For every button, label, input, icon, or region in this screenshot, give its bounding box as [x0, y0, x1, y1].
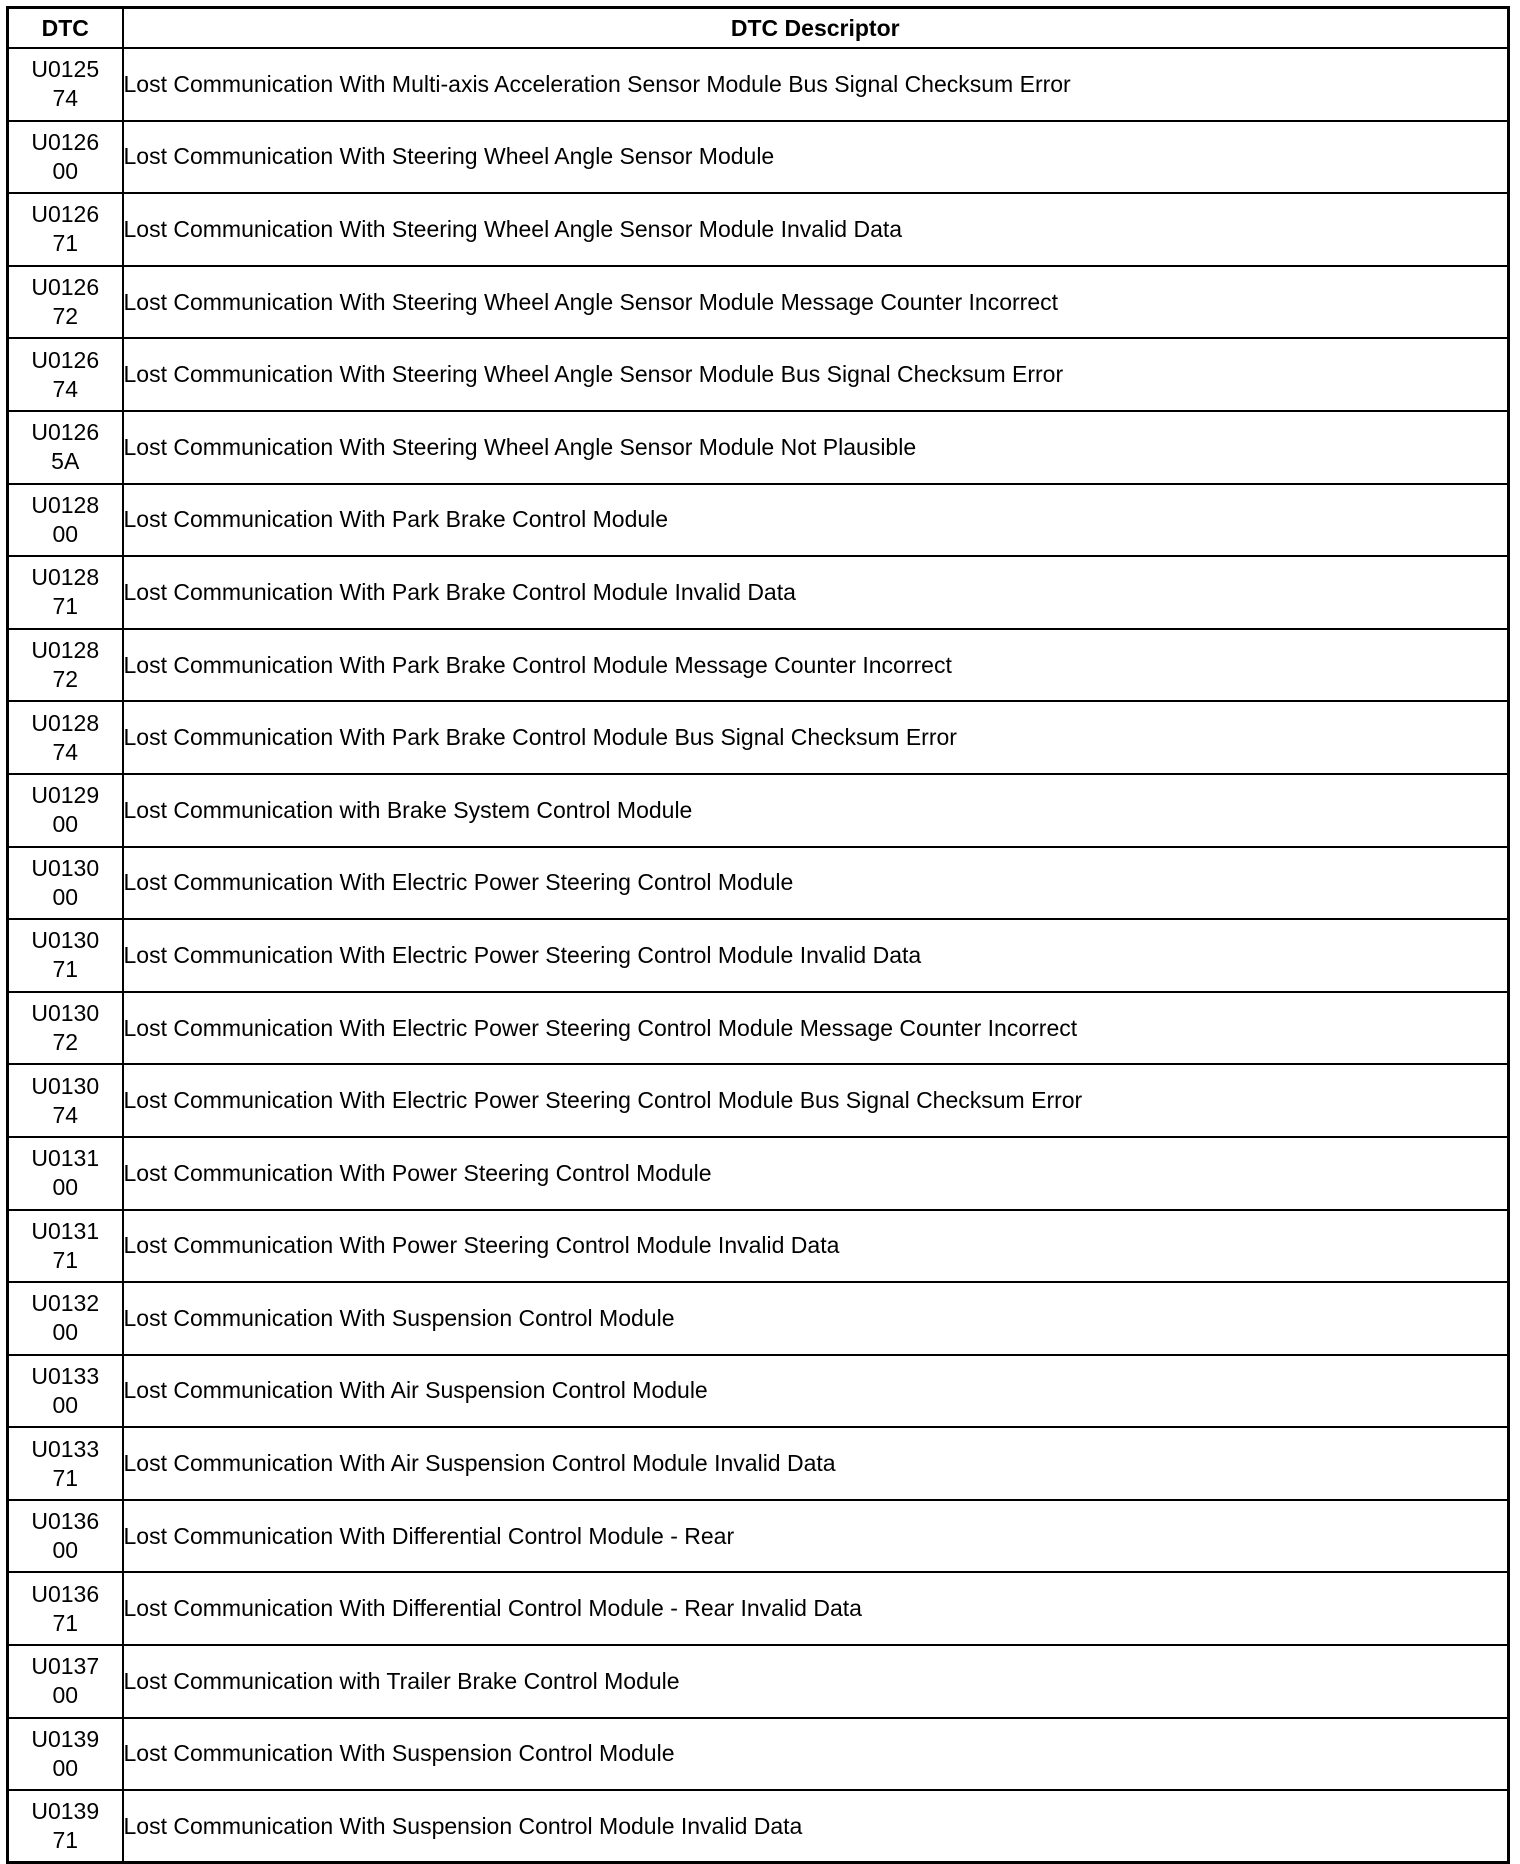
table-row: [8, 1137, 1509, 1210]
dtc-subcode: 00: [52, 520, 79, 547]
dtc-code-cell: [8, 411, 123, 484]
dtc-code-cell: [8, 193, 123, 266]
dtc-table: [6, 6, 1510, 1864]
dtc-subcode: 71: [52, 1246, 79, 1273]
dtc-descriptor: Lost Communication With Air Suspension Control Module: [123, 1355, 1509, 1428]
dtc-code-cell: [8, 1427, 123, 1500]
dtc-code: U0130: [31, 1000, 100, 1027]
table-row: [8, 1572, 1509, 1645]
table-row: [8, 556, 1509, 629]
table-row: [8, 266, 1509, 339]
dtc-subcode: 00: [52, 1682, 79, 1709]
table-row: [8, 1355, 1509, 1428]
dtc-subcode: 00: [52, 157, 79, 184]
dtc-code: U0133: [31, 1435, 100, 1462]
dtc-subcode: 71: [52, 956, 79, 983]
dtc-descriptor: Lost Communication With Power Steering Control Module: [123, 1137, 1509, 1210]
table-row: [8, 1500, 1509, 1573]
dtc-subcode: 71: [52, 593, 79, 620]
dtc-subcode: 00: [52, 1537, 79, 1564]
dtc-descriptor: Lost Communication With Multi-axis Acceleration Sensor Module Bus Signal Checksum Error: [123, 48, 1509, 121]
dtc-descriptor: Lost Communication With Electric Power Steering Control Module Message Counter Incorrect: [123, 992, 1509, 1065]
dtc-descriptor: Lost Communication With Differential Control Module - Rear Invalid Data: [123, 1572, 1509, 1645]
dtc-code: U0128: [31, 564, 100, 591]
dtc-descriptor: Lost Communication With Park Brake Control Module Message Counter Incorrect: [123, 629, 1509, 702]
dtc-code: U0126: [31, 346, 100, 373]
dtc-descriptor: Lost Communication With Park Brake Control Module Bus Signal Checksum Error: [123, 701, 1509, 774]
dtc-descriptor: Lost Communication With Suspension Control Module Invalid Data: [123, 1790, 1509, 1863]
dtc-descriptor: Lost Communication With Steering Wheel Angle Sensor Module Message Counter Incorrect: [123, 266, 1509, 339]
table-row: [8, 1790, 1509, 1863]
dtc-code-cell: [8, 1500, 123, 1573]
dtc-code: U0132: [31, 1290, 100, 1317]
table-row: [8, 121, 1509, 194]
dtc-code: U0125: [31, 56, 100, 83]
dtc-code-cell: [8, 1718, 123, 1791]
table-row: [8, 48, 1509, 121]
dtc-subcode: 74: [52, 738, 79, 765]
dtc-code: U0136: [31, 1508, 100, 1535]
dtc-code-cell: [8, 1645, 123, 1718]
dtc-descriptor: Lost Communication With Suspension Control Module: [123, 1282, 1509, 1355]
dtc-code-cell: [8, 847, 123, 920]
table-row: [8, 629, 1509, 702]
table-row: [8, 1645, 1509, 1718]
dtc-subcode: 00: [52, 1174, 79, 1201]
dtc-subcode: 5A: [51, 448, 80, 475]
dtc-code-cell: [8, 556, 123, 629]
dtc-subcode: 72: [52, 303, 79, 330]
dtc-code-cell: [8, 484, 123, 557]
dtc-code: U0133: [31, 1362, 100, 1389]
dtc-code: U0129: [31, 782, 100, 809]
dtc-descriptor: Lost Communication with Brake System Control Module: [123, 774, 1509, 847]
table-row: [8, 484, 1509, 557]
table-row: [8, 193, 1509, 266]
dtc-descriptor: Lost Communication With Electric Power Steering Control Module: [123, 847, 1509, 920]
dtc-code-cell: [8, 1210, 123, 1283]
dtc-descriptor: Lost Communication With Park Brake Control Module Invalid Data: [123, 556, 1509, 629]
table-row: [8, 992, 1509, 1065]
dtc-code: U0139: [31, 1798, 100, 1825]
table-row: [8, 1210, 1509, 1283]
table-row: [8, 919, 1509, 992]
table-body: [8, 48, 1509, 1863]
dtc-descriptor: Lost Communication With Electric Power Steering Control Module Bus Signal Checksum Error: [123, 1064, 1509, 1137]
dtc-descriptor: Lost Communication With Electric Power Steering Control Module Invalid Data: [123, 919, 1509, 992]
dtc-code-cell: [8, 774, 123, 847]
table-row: [8, 774, 1509, 847]
dtc-code-cell: [8, 1572, 123, 1645]
dtc-subcode: 71: [52, 1464, 79, 1491]
dtc-code: U0137: [31, 1653, 100, 1680]
dtc-subcode: 71: [52, 1827, 79, 1854]
dtc-code: U0131: [31, 1217, 100, 1244]
dtc-code: U0126: [31, 419, 100, 446]
table-row: [8, 1427, 1509, 1500]
dtc-code: U0130: [31, 854, 100, 881]
dtc-code: U0126: [31, 274, 100, 301]
dtc-code-cell: [8, 1355, 123, 1428]
dtc-code-cell: [8, 629, 123, 702]
dtc-descriptor: Lost Communication With Differential Control Module - Rear: [123, 1500, 1509, 1573]
dtc-code-cell: [8, 121, 123, 194]
dtc-subcode: 72: [52, 1029, 79, 1056]
table-row: [8, 847, 1509, 920]
dtc-descriptor: Lost Communication With Air Suspension Control Module Invalid Data: [123, 1427, 1509, 1500]
dtc-descriptor: Lost Communication With Power Steering Control Module Invalid Data: [123, 1210, 1509, 1283]
table-row: [8, 338, 1509, 411]
dtc-descriptor: Lost Communication With Steering Wheel Angle Sensor Module Not Plausible: [123, 411, 1509, 484]
dtc-code: U0126: [31, 128, 100, 155]
dtc-code: U0130: [31, 1072, 100, 1099]
dtc-subcode: 71: [52, 230, 79, 257]
dtc-code-cell: [8, 266, 123, 339]
table-row: [8, 701, 1509, 774]
dtc-subcode: 00: [52, 1391, 79, 1418]
dtc-descriptor: Lost Communication With Steering Wheel Angle Sensor Module: [123, 121, 1509, 194]
dtc-subcode: 74: [52, 1101, 79, 1128]
dtc-descriptor: Lost Communication With Suspension Control Module: [123, 1718, 1509, 1791]
dtc-code-cell: [8, 992, 123, 1065]
dtc-subcode: 71: [52, 1609, 79, 1636]
dtc-code-cell: [8, 1137, 123, 1210]
dtc-code: U0126: [31, 201, 100, 228]
dtc-descriptor: Lost Communication With Steering Wheel Angle Sensor Module Bus Signal Checksum Error: [123, 338, 1509, 411]
dtc-code: U0128: [31, 709, 100, 736]
table-row: [8, 1282, 1509, 1355]
dtc-subcode: 72: [52, 666, 79, 693]
dtc-code-cell: [8, 1282, 123, 1355]
dtc-subcode: 00: [52, 883, 79, 910]
dtc-subcode: 74: [52, 85, 79, 112]
table-header: [8, 8, 1509, 49]
dtc-code: U0139: [31, 1725, 100, 1752]
dtc-code-cell: [8, 1064, 123, 1137]
dtc-code: U0128: [31, 637, 100, 664]
dtc-code-cell: [8, 48, 123, 121]
table-row: [8, 1718, 1509, 1791]
dtc-descriptor: Lost Communication With Steering Wheel Angle Sensor Module Invalid Data: [123, 193, 1509, 266]
dtc-code: U0130: [31, 927, 100, 954]
document-page: [6, 6, 1510, 1856]
header-row: [8, 8, 1509, 49]
dtc-code-cell: [8, 701, 123, 774]
dtc-code-cell: [8, 919, 123, 992]
table-row: [8, 411, 1509, 484]
dtc-descriptor: Lost Communication with Trailer Brake Control Module: [123, 1645, 1509, 1718]
header-dtc: DTC: [8, 8, 123, 49]
dtc-code: U0128: [31, 491, 100, 518]
dtc-code-cell: [8, 338, 123, 411]
dtc-descriptor: Lost Communication With Park Brake Control Module: [123, 484, 1509, 557]
header-dtc-descriptor: DTC Descriptor: [123, 8, 1509, 49]
dtc-subcode: 00: [52, 1319, 79, 1346]
dtc-code-cell: [8, 1790, 123, 1863]
dtc-code: U0136: [31, 1580, 100, 1607]
dtc-subcode: 00: [52, 1754, 79, 1781]
dtc-code: U0131: [31, 1145, 100, 1172]
dtc-subcode: 00: [52, 811, 79, 838]
dtc-subcode: 74: [52, 375, 79, 402]
table-row: [8, 1064, 1509, 1137]
